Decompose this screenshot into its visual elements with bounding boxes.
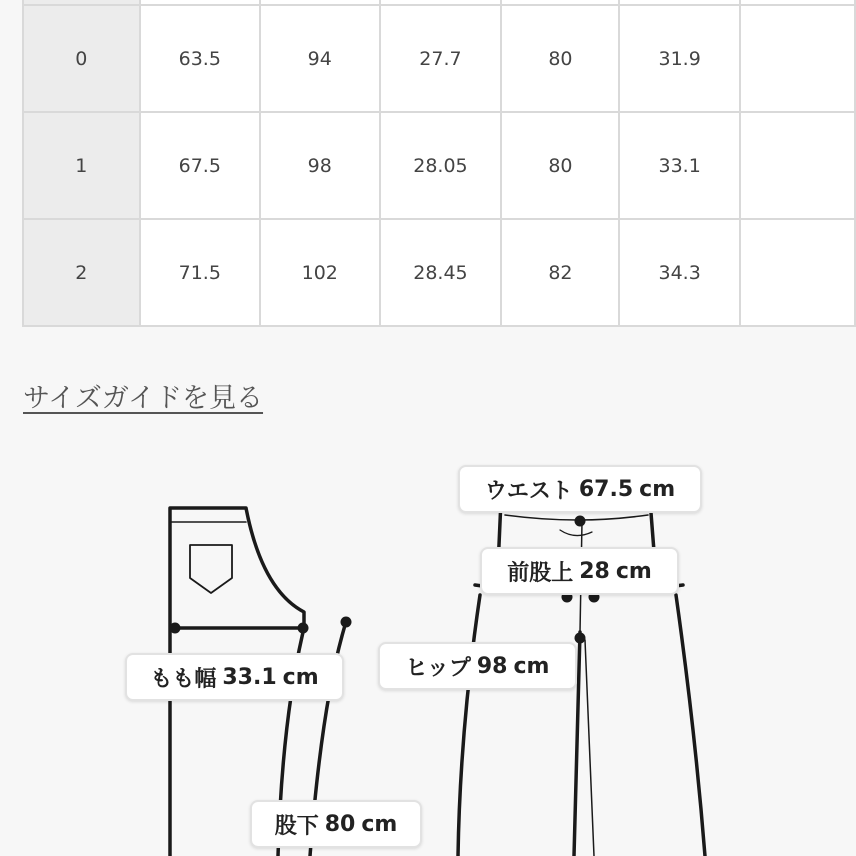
size-guide-link[interactable]: サイズガイドを見る — [23, 383, 264, 414]
table-cell: 71.5 — [140, 219, 260, 326]
rise-label — [480, 547, 679, 595]
rise-label-name: 前股上 — [507, 560, 574, 586]
thigh-width-label-unit: cm — [282, 664, 319, 690]
table-cell: 67.5 — [140, 112, 260, 219]
table-cell: 98 — [260, 112, 380, 219]
hip-label-value: 98 — [476, 653, 508, 679]
waist-label — [458, 465, 702, 513]
table-cell: 82 — [501, 219, 619, 326]
hip-label — [378, 642, 577, 690]
hip-label-unit: cm — [513, 653, 550, 679]
inseam-label-value: 80 — [324, 811, 356, 837]
size-cell: 2 — [23, 219, 140, 326]
table-cell: 33.1 — [619, 112, 739, 219]
inseam-label-name: 股下 — [274, 813, 319, 839]
table-cell: 63.5 — [140, 5, 260, 112]
waist-label-unit: cm — [639, 476, 676, 502]
rise-label-unit: cm — [615, 558, 652, 584]
table-cell: 102 — [260, 219, 380, 326]
table-cell: 94 — [260, 5, 380, 112]
thigh-width-label-value: 33.1 — [222, 664, 277, 690]
table-cell: 28.05 — [380, 112, 502, 219]
table-cell: 28.45 — [380, 219, 502, 326]
rise-label-value: 28 — [579, 558, 610, 584]
hip-label-name: ヒップ — [405, 655, 471, 681]
thigh-width-label-name: もも幅 — [150, 666, 217, 692]
inseam-label-unit: cm — [361, 811, 398, 837]
thigh-width-label — [125, 653, 344, 701]
table-cell: 31.9 — [619, 5, 739, 112]
table-cell: 34.3 — [619, 219, 739, 326]
waist-label-name: ウエスト — [484, 478, 573, 504]
table-cell: 80 — [501, 5, 619, 112]
table-cell: 27.7 — [380, 5, 502, 112]
table-cell: 80 — [501, 112, 619, 219]
size-cell: 1 — [23, 112, 140, 219]
inseam-label — [250, 800, 422, 848]
waist-label-value: 67.5 — [578, 476, 634, 502]
size-cell: 0 — [23, 5, 140, 112]
